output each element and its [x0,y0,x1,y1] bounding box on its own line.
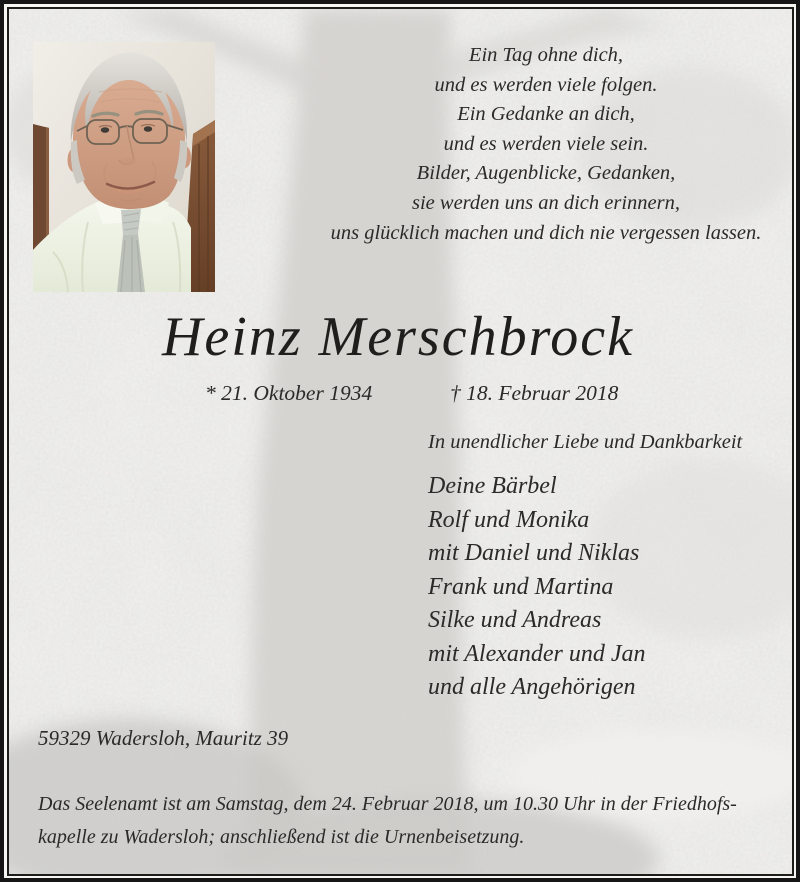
memorial-poem [306,41,786,248]
poem-line: Bilder, Augenblicke, Gedanken, [416,162,676,185]
tribute-line: In unendlicher Liebe und Dankbarkeit [428,431,743,453]
poem-line: sie werden uns an dich erinnern, [412,191,680,214]
mourner-line: und alle Angehörigen [428,674,636,700]
poem-line: uns glücklich machen und dich nie vergessen lassen. [330,221,762,244]
mourner-line: Silke und Andreas [428,607,602,633]
poem-line: Ein Tag ohne dich, [468,44,624,66]
birth-date: * 21. Oktober 1934 [205,381,373,405]
deceased-name: Heinz Merschbrock [161,306,635,368]
service-line: Das Seelenamt ist am Samstag, dem 24. Februar 2018, um 10.30 Uhr in der Friedhofs- [38,793,737,815]
mourners-list [428,470,646,705]
portrait-illustration [33,42,215,292]
life-dates [0,381,800,411]
portrait-photo [33,42,215,292]
death-date: † 18. Februar 2018 [450,381,619,405]
family-address: 59329 Wadersloh, Mauritz 39 [38,726,289,750]
poem-line: und es werden viele folgen. [434,73,658,96]
mourner-line: Rolf und Monika [428,506,590,533]
poem-line: Ein Gedanke an dich, [457,103,635,126]
service-line: kapelle zu Wadersloh; anschließend ist die Urnenbeisetzung. [38,825,525,848]
mourner-line: Frank und Martina [428,573,614,600]
poem-line: und es werden viele sein. [443,132,649,155]
funeral-service-info [38,788,783,853]
mourner-line: mit Alexander und Jan [428,640,646,667]
mourner-line: mit Daniel und Niklas [428,540,640,566]
mourner-line: Deine Bärbel [428,473,557,499]
